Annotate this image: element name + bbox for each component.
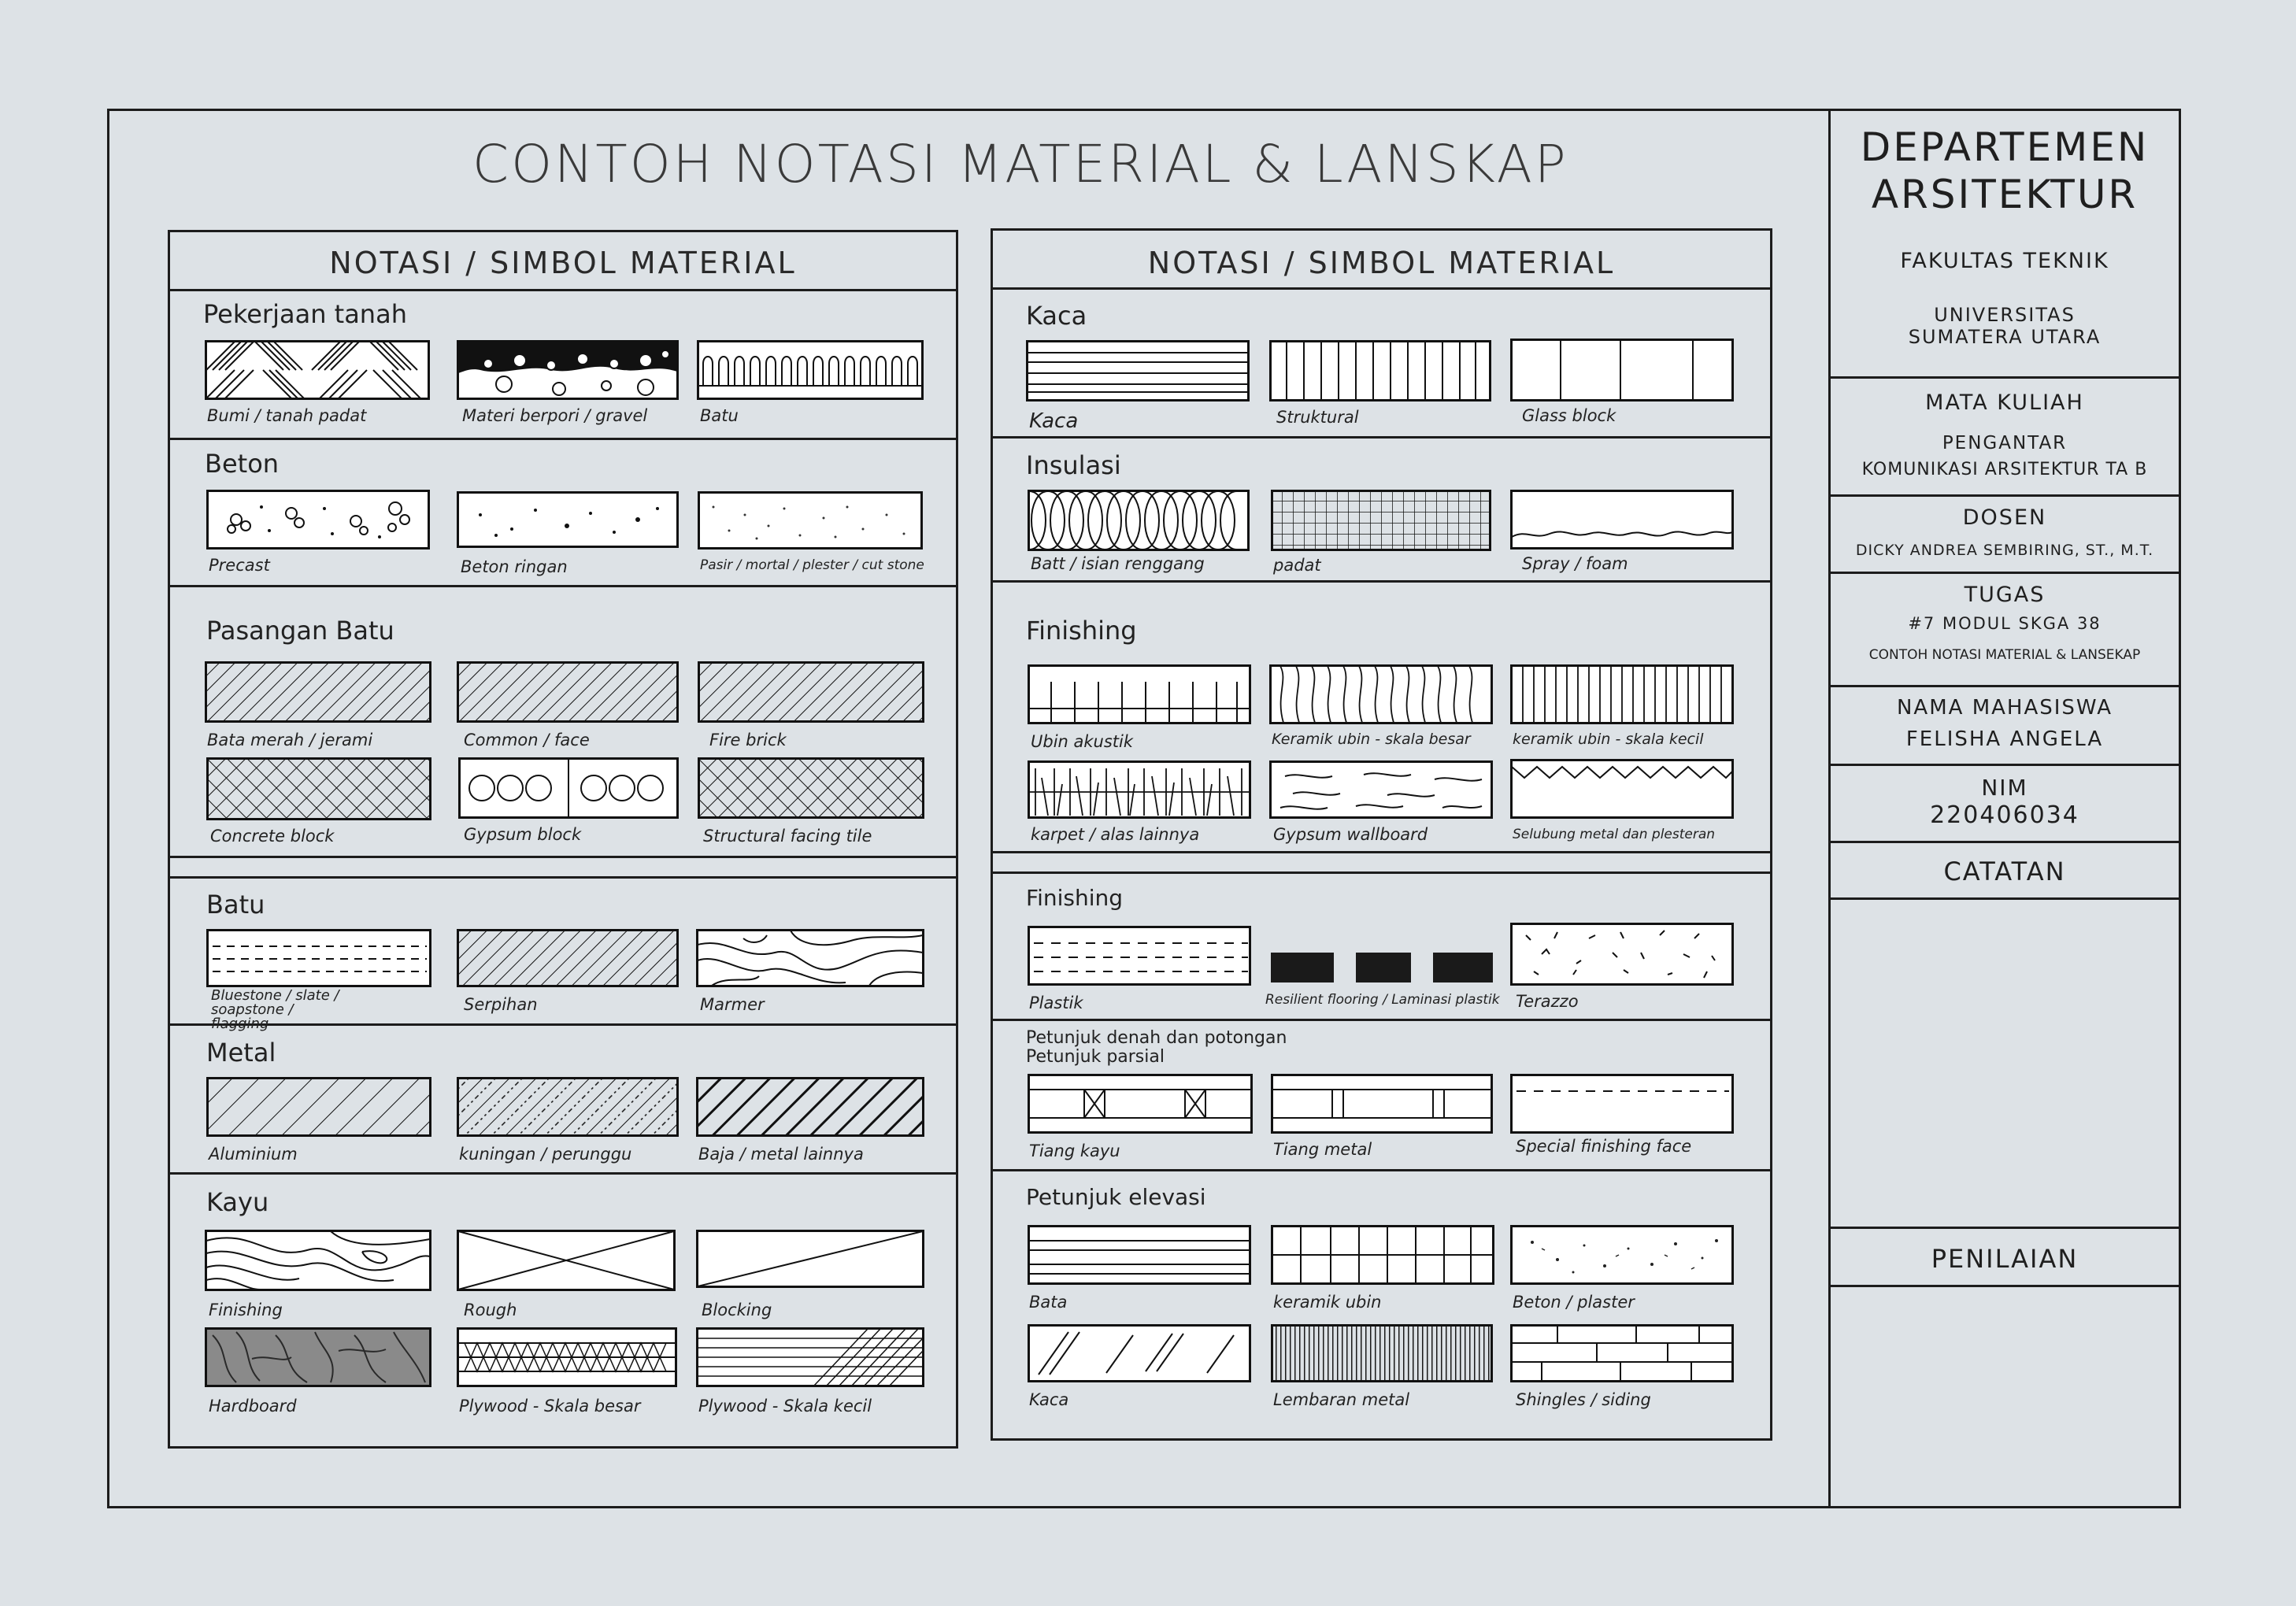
group-title: Insulasi xyxy=(1026,450,1121,480)
grade-label: PENILAIAN xyxy=(1931,1244,2079,1274)
swatch-caption: Gypsum wallboard xyxy=(1273,825,1428,844)
right-group-separator xyxy=(991,580,1772,583)
title-block-rule xyxy=(1828,376,2181,379)
swatch-spray-foam xyxy=(1510,490,1734,550)
swatch-precast xyxy=(206,490,430,550)
swatch-pasir-mortal xyxy=(698,491,923,550)
course-name-line-1: PENGANTAR xyxy=(1942,433,2068,453)
right-group-separator xyxy=(991,851,1772,853)
title-block-rule xyxy=(1828,572,2181,574)
group-title: Metal xyxy=(206,1038,276,1068)
swatch-caption: Pasir / mortal / plester / cut stone xyxy=(700,557,924,573)
swatch-caption: Kaca xyxy=(1029,1390,1069,1409)
group-title: Petunjuk denah dan potongan xyxy=(1026,1028,1287,1048)
swatch-keramik-ubin-kecil xyxy=(1510,664,1734,724)
swatch-terazzo xyxy=(1510,923,1734,986)
swatch-caption: Materi berpori / gravel xyxy=(462,406,648,425)
left-group-separator xyxy=(168,1172,958,1175)
swatch-caption: Structural facing tile xyxy=(703,827,872,846)
swatch-materi-berpori-gravel xyxy=(457,340,679,400)
course-label: MATA KULIAH xyxy=(1925,390,2084,415)
title-block-rule xyxy=(1828,685,2181,687)
notes-label: CATATAN xyxy=(1943,857,2066,886)
swatch-caption: Bluestone / slate / soapstone / flagging xyxy=(211,987,339,1032)
right-group-separator xyxy=(991,871,1772,874)
university-line-2: SUMATERA UTARA xyxy=(1908,326,2102,348)
right-group-separator xyxy=(991,436,1772,439)
swatch-special-finishing-face xyxy=(1510,1074,1734,1134)
swatch-marmer xyxy=(696,929,924,987)
swatch-kuningan-perunggu xyxy=(457,1077,679,1137)
title-block-rule xyxy=(1828,841,2181,843)
swatch-caption: Common / face xyxy=(464,731,590,749)
group-title: Beton xyxy=(205,449,280,479)
swatch-kayu-blocking xyxy=(696,1230,924,1288)
swatch-caption: Baja / metal lainnya xyxy=(698,1145,864,1164)
swatch-fire-brick xyxy=(698,661,924,723)
swatch-concrete-block xyxy=(206,757,431,820)
swatch-caption: Spray / foam xyxy=(1522,554,1628,573)
swatch-caption: kuningan / perunggu xyxy=(459,1145,632,1164)
swatch-caption: keramik ubin - skala kecil xyxy=(1513,731,1704,748)
right-group-separator xyxy=(991,1019,1772,1021)
swatch-elevasi-bata xyxy=(1028,1225,1251,1285)
group-title: Finishing xyxy=(1026,885,1124,911)
swatch-shingles-siding xyxy=(1510,1324,1734,1382)
nim-label: NIM xyxy=(1981,775,2028,801)
swatch-caption: Concrete block xyxy=(210,827,335,846)
swatch-caption: Ubin akustik xyxy=(1031,732,1134,751)
left-panel-heading: NOTASI / SIMBOL MATERIAL xyxy=(329,246,797,280)
title-block-rule xyxy=(1828,1285,2181,1287)
department-line-2: ARSITEKTUR xyxy=(1871,172,2139,217)
group-title: Finishing xyxy=(1026,616,1137,646)
student-name: FELISHA ANGELA xyxy=(1905,727,2104,751)
swatch-batt-isian-renggang xyxy=(1028,490,1250,551)
swatch-keramik-ubin-besar xyxy=(1269,664,1493,724)
swatch-ubin-akustik xyxy=(1028,664,1251,724)
swatch-caption: Gypsum block xyxy=(464,825,582,844)
swatch-caption: Serpihan xyxy=(464,995,538,1014)
swatch-caption: Plywood - Skala kecil xyxy=(698,1397,872,1415)
swatch-elevasi-beton-plaster xyxy=(1510,1225,1734,1285)
swatch-gypsum-block xyxy=(458,757,679,819)
department-line-1: DEPARTEMEN xyxy=(1860,124,2150,170)
swatch-kaca-struktural xyxy=(1269,340,1491,402)
swatch-caption: Lembaran metal xyxy=(1273,1390,1410,1409)
swatch-caption: padat xyxy=(1273,556,1321,575)
swatch-tiang-metal xyxy=(1271,1074,1493,1134)
right-group-separator xyxy=(991,1169,1772,1171)
task-module: #7 MODUL SKGA 38 xyxy=(1908,614,2102,633)
swatch-caption: Hardboard xyxy=(209,1397,297,1415)
swatch-serpihan xyxy=(457,929,679,987)
swatch-caption: Special finishing face xyxy=(1516,1137,1692,1156)
left-panel-head-rule xyxy=(168,289,958,291)
swatch-caption: Fire brick xyxy=(709,731,787,749)
lecturer-label: DOSEN xyxy=(1962,505,2047,530)
nim-value: 220406034 xyxy=(1930,801,2079,829)
task-name: CONTOH NOTASI MATERIAL & LANSEKAP xyxy=(1868,647,2141,663)
swatch-caption: karpet / alas lainnya xyxy=(1031,825,1200,844)
right-panel-head-rule xyxy=(991,287,1772,290)
swatch-caption: Plastik xyxy=(1029,994,1083,1012)
swatch-plywood-kecil xyxy=(696,1327,924,1387)
swatch-bumi-tanah-padat xyxy=(205,340,430,400)
swatch-caption: Resilient flooring / Laminasi plastik xyxy=(1265,992,1500,1008)
swatch-kaca xyxy=(1026,340,1250,402)
swatch-caption: Bata xyxy=(1029,1293,1068,1312)
swatch-caption: Beton / plaster xyxy=(1513,1293,1635,1312)
swatch-kayu-finishing xyxy=(205,1230,431,1291)
swatch-caption: Tiang kayu xyxy=(1029,1142,1120,1160)
group-subtitle: Petunjuk parsial xyxy=(1026,1047,1165,1067)
swatch-caption: keramik ubin xyxy=(1273,1293,1382,1312)
swatch-caption: Glass block xyxy=(1522,406,1616,425)
group-title: Pekerjaan tanah xyxy=(203,299,407,329)
swatch-caption: Marmer xyxy=(700,995,765,1014)
left-group-separator xyxy=(168,585,958,587)
swatch-karpet xyxy=(1028,760,1251,819)
sheet-title: CONTOH NOTASI MATERIAL & LANSKAP xyxy=(472,134,1568,194)
swatch-elevasi-keramik-ubin xyxy=(1271,1225,1494,1285)
swatch-gypsum-wallboard xyxy=(1269,760,1493,819)
swatch-caption: Finishing xyxy=(209,1301,283,1319)
lecturer-name: DICKY ANDREA SEMBIRING, ST., M.T. xyxy=(1855,542,2154,559)
swatch-caption: Blocking xyxy=(702,1301,772,1319)
swatch-caption: Tiang metal xyxy=(1273,1140,1372,1159)
swatch-beton-ringan xyxy=(457,491,679,548)
swatch-caption: Selubung metal dan plesteran xyxy=(1513,827,1716,842)
swatch-caption: Aluminium xyxy=(209,1145,298,1164)
swatch-structural-facing-tile xyxy=(698,757,924,819)
swatch-caption: Batt / isian renggang xyxy=(1031,554,1205,573)
swatch-caption: Kaca xyxy=(1029,409,1079,433)
swatch-bluestone xyxy=(206,929,431,987)
swatch-caption: Batu xyxy=(700,406,739,425)
left-group-separator xyxy=(168,438,958,440)
swatch-common-face xyxy=(457,661,679,723)
title-block-rule xyxy=(1828,1227,2181,1229)
swatch-baja xyxy=(696,1077,924,1137)
title-block-rule xyxy=(1828,897,2181,900)
swatch-batu xyxy=(697,340,924,400)
swatch-caption: Shingles / siding xyxy=(1516,1390,1651,1409)
swatch-caption: Precast xyxy=(209,556,270,575)
swatch-selubung-metal xyxy=(1510,759,1734,819)
swatch-bata-merah xyxy=(205,661,431,723)
swatch-tiang-kayu xyxy=(1028,1074,1253,1134)
group-title: Batu xyxy=(206,890,265,920)
swatch-glass-block xyxy=(1510,339,1734,402)
swatch-plywood-besar xyxy=(457,1327,677,1387)
right-panel-heading: NOTASI / SIMBOL MATERIAL xyxy=(1147,246,1616,280)
swatch-caption: Plywood - Skala besar xyxy=(459,1397,641,1415)
swatch-aluminium xyxy=(206,1077,431,1137)
left-group-separator xyxy=(168,876,958,879)
swatch-kayu-rough xyxy=(457,1230,676,1291)
group-title: Kayu xyxy=(206,1187,269,1217)
university-line-1: UNIVERSITAS xyxy=(1934,304,2076,326)
swatch-elevasi-kaca xyxy=(1028,1324,1251,1382)
swatch-caption: Keramik ubin - skala besar xyxy=(1272,731,1471,748)
faculty: FAKULTAS TEKNIK xyxy=(1900,249,2109,273)
swatch-resilient-flooring xyxy=(1269,949,1494,986)
student-label: NAMA MAHASISWA xyxy=(1896,696,2113,720)
group-title: Pasangan Batu xyxy=(206,616,394,646)
swatch-caption: Terazzo xyxy=(1516,992,1579,1011)
title-block-rule xyxy=(1828,494,2181,497)
swatch-caption: Bata merah / jerami xyxy=(207,731,373,749)
swatch-caption: Bumi / tanah padat xyxy=(207,406,367,425)
swatch-hardboard xyxy=(205,1327,431,1387)
swatch-insulasi-padat xyxy=(1271,490,1491,551)
swatch-lembaran-metal xyxy=(1271,1324,1493,1382)
group-title: Kaca xyxy=(1026,301,1087,331)
left-group-separator xyxy=(168,856,958,858)
swatch-caption: Struktural xyxy=(1276,408,1359,427)
swatch-caption: Rough xyxy=(464,1301,517,1319)
task-label: TUGAS xyxy=(1964,583,2046,607)
title-block-rule xyxy=(1828,764,2181,766)
swatch-caption: Beton ringan xyxy=(461,557,568,576)
group-title: Petunjuk elevasi xyxy=(1026,1184,1206,1210)
swatch-plastik xyxy=(1028,926,1251,986)
course-name-line-2: KOMUNIKASI ARSITEKTUR TA B xyxy=(1861,460,2148,479)
